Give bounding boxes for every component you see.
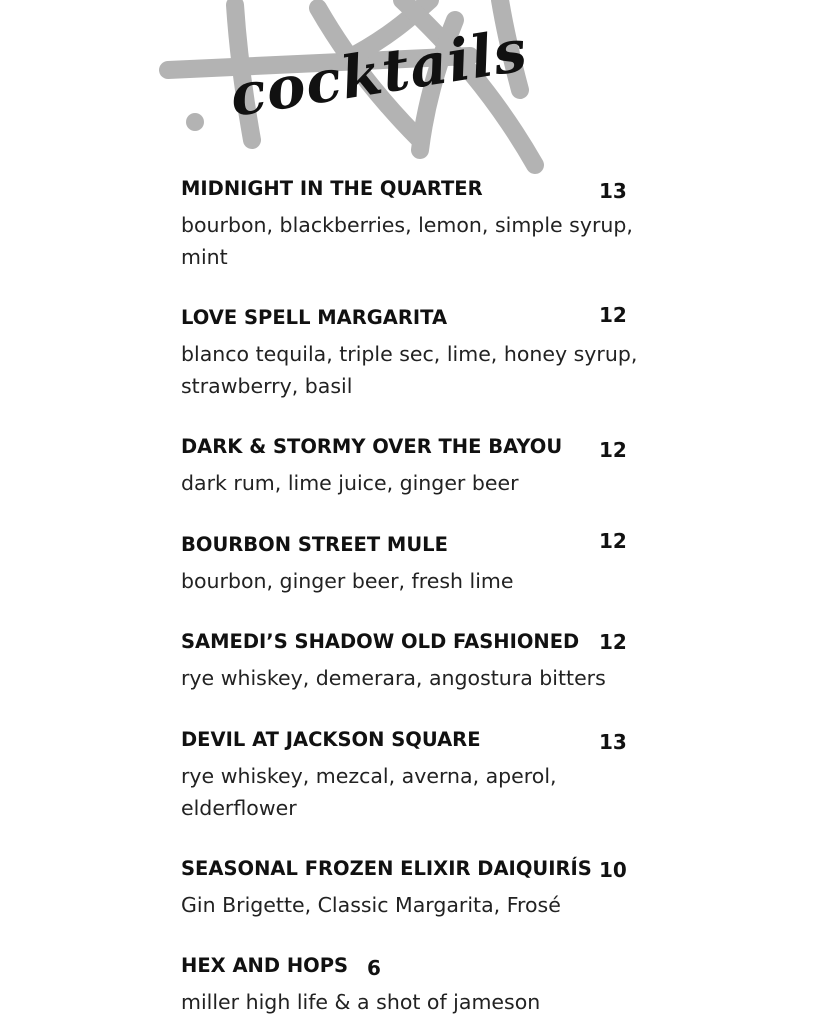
item-price: 13: [599, 179, 627, 203]
item-price: 13: [599, 730, 627, 754]
item-price: 12: [599, 529, 627, 553]
item-name: SEASONAL FROZEN ELIXIR DAIQUIRÍS: [181, 857, 592, 880]
item-price: 6: [367, 956, 381, 980]
item-description: bourbon, ginger beer, fresh lime: [181, 569, 514, 593]
item-name: SAMEDI’S SHADOW OLD FASHIONED: [181, 630, 580, 653]
item-description: blanco tequila, triple sec, lime, honey syrup, strawberry, basil: [181, 342, 638, 398]
item-description: Gin Brigette, Classic Margarita, Frosé: [181, 893, 561, 917]
item-name: DARK & STORMY OVER THE BAYOU: [181, 435, 563, 458]
item-price: 10: [599, 858, 627, 882]
item-price: 12: [599, 303, 627, 327]
item-description: rye whiskey, demerara, angostura bitters: [181, 666, 606, 690]
item-price: 12: [599, 438, 627, 462]
item-description: rye whiskey, mezcal, averna, aperol, elderflower: [181, 764, 557, 820]
item-name: BOURBON STREET MULE: [181, 533, 448, 556]
item-name: MIDNIGHT IN THE QUARTER: [181, 177, 483, 200]
menu-title: cocktails: [225, 15, 532, 131]
item-name: DEVIL AT JACKSON SQUARE: [181, 728, 481, 751]
item-description: miller high life & a shot of jameson: [181, 990, 541, 1014]
item-name: LOVE SPELL MARGARITA: [181, 306, 448, 329]
item-price: 12: [599, 630, 627, 654]
item-description: dark rum, lime juice, ginger beer: [181, 471, 519, 495]
item-name: HEX AND HOPS: [181, 954, 349, 977]
item-description: bourbon, blackberries, lemon, simple syrup, mint: [181, 213, 633, 269]
